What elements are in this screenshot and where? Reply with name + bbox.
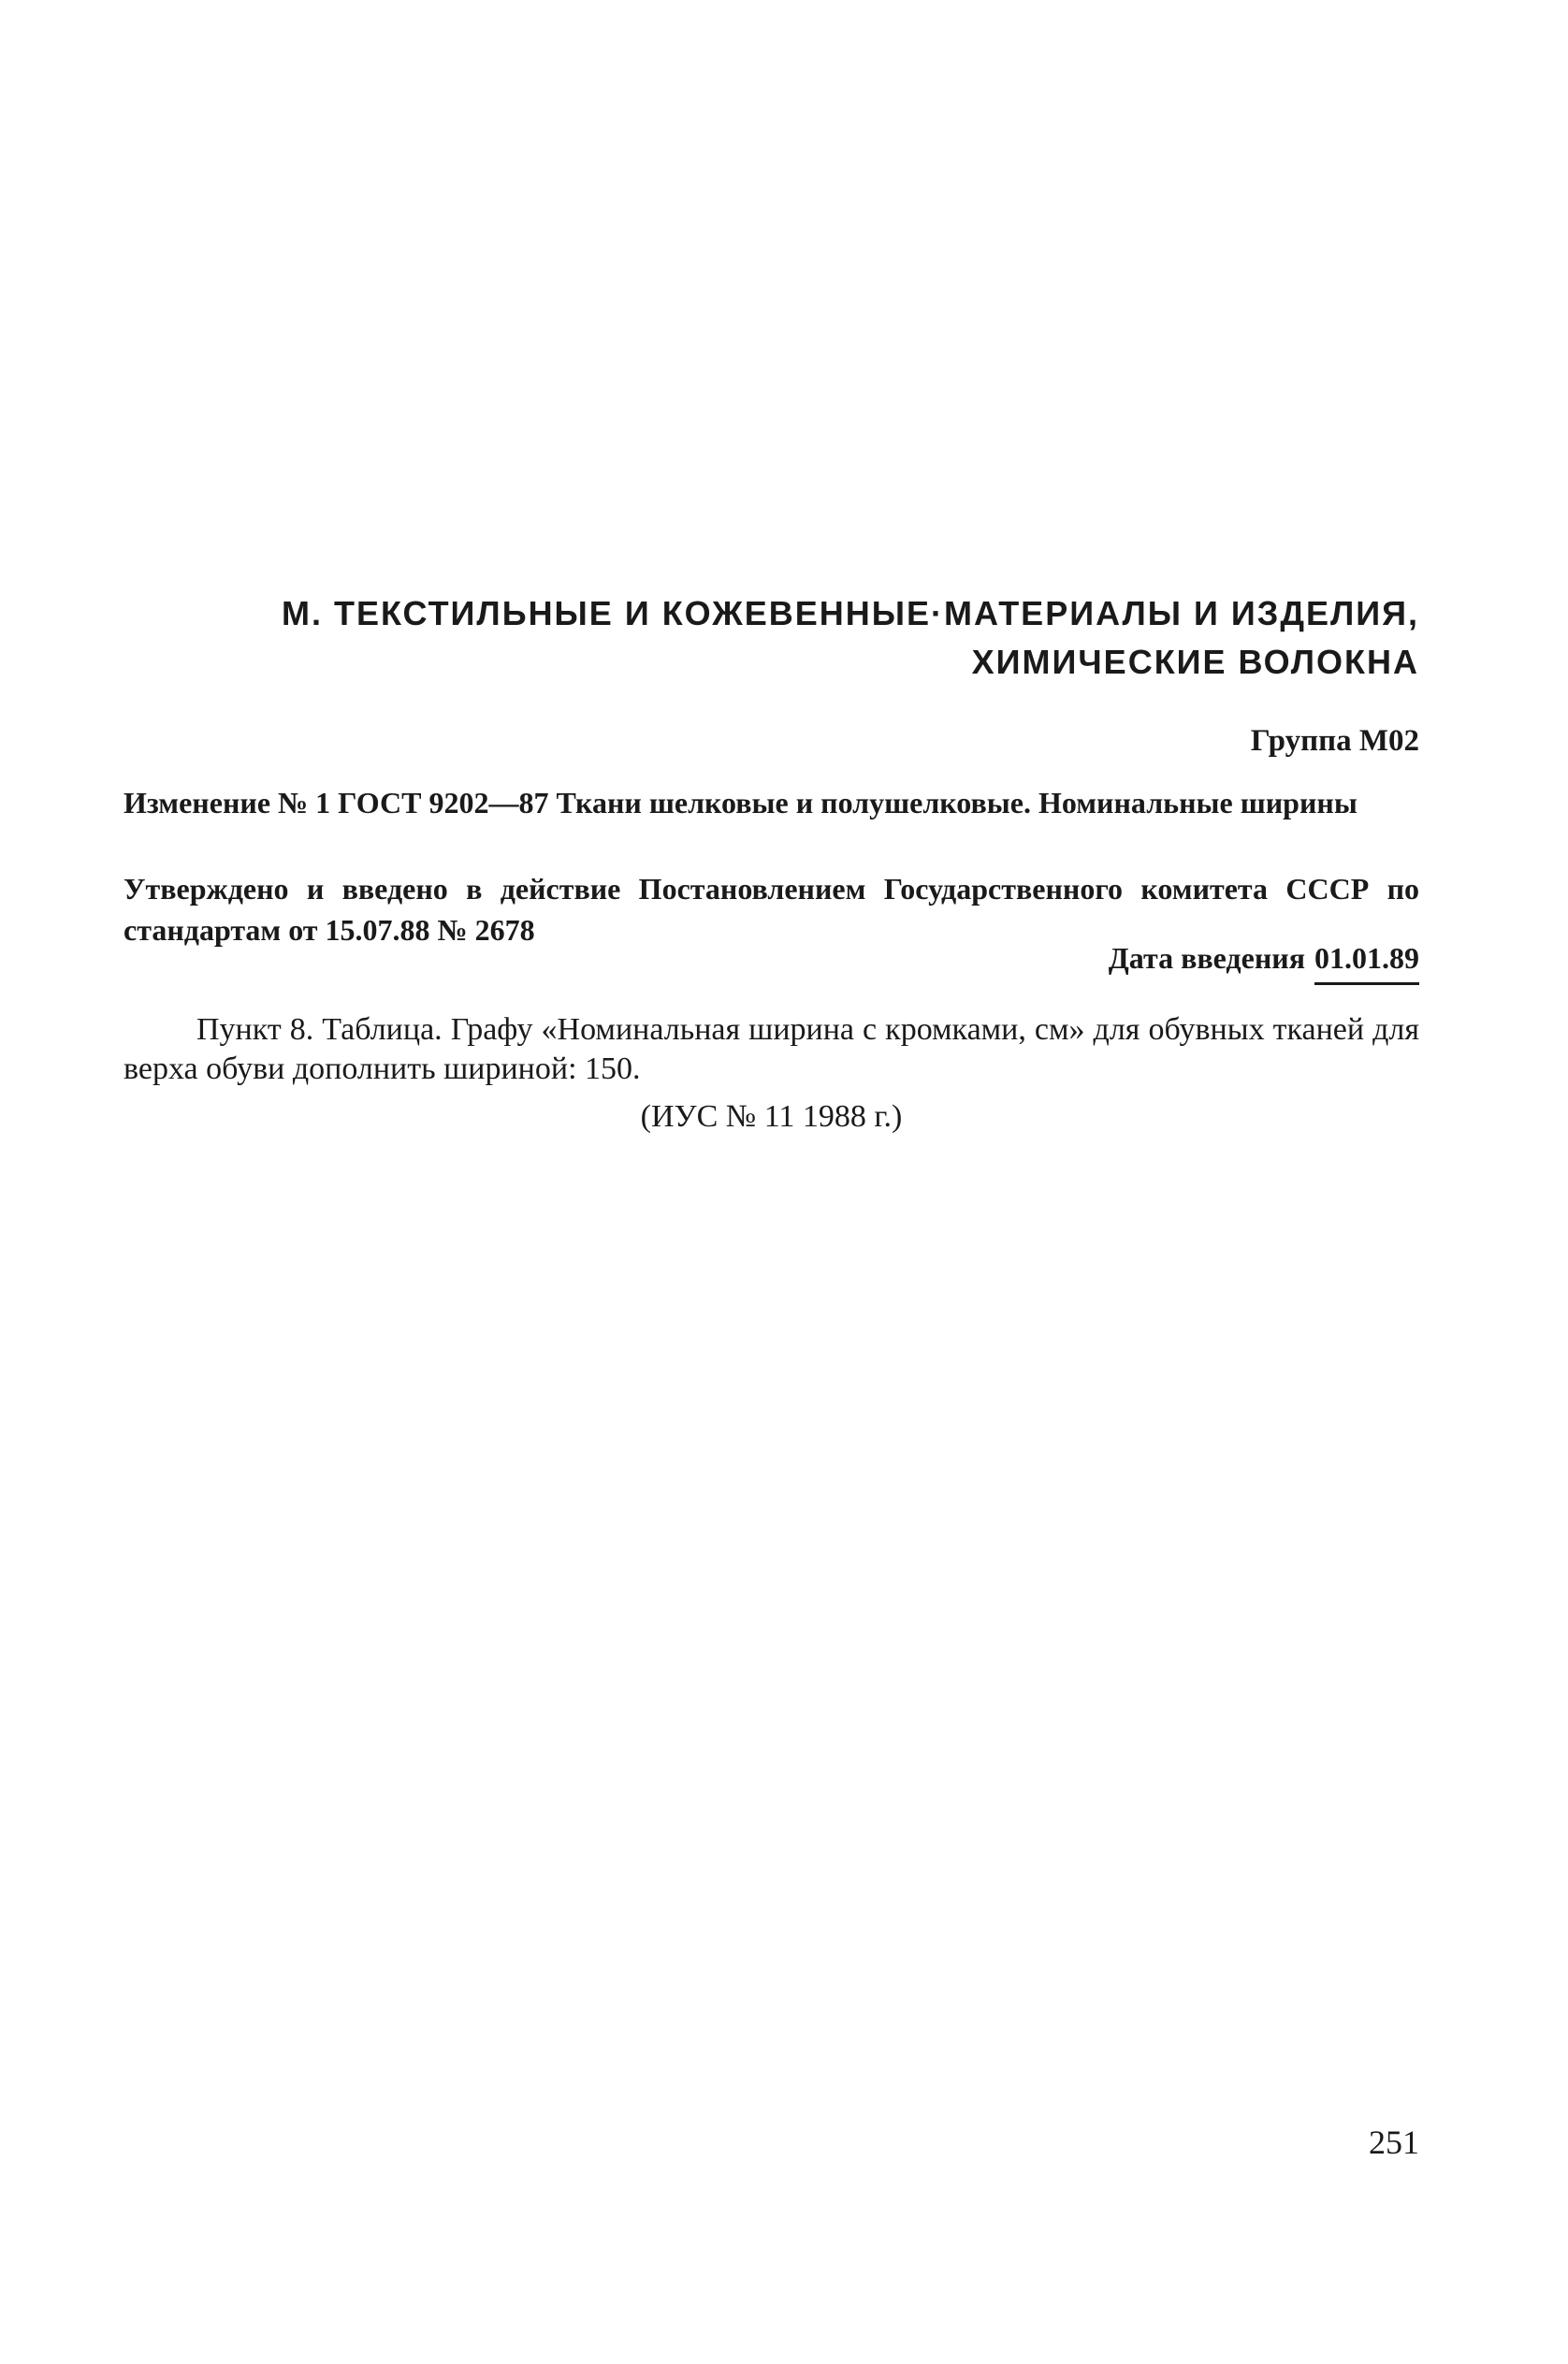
- amendment-title: Изменение № 1 ГОСТ 9202—87 Ткани шелковые и полушелковые. Номинальные ширины: [123, 786, 1357, 819]
- section-heading-line-1: М. ТЕКСТИЛЬНЫЕ И КОЖЕВЕННЫЕ·МАТЕРИАЛЫ И ИЗДЕЛИЯ,: [281, 594, 1419, 632]
- amendment-body-paragraph: Пункт 8. Таблица. Графу «Номинальная ширина с кромками, см» для обувных тканей для верха обуви дополнить шириной: 150.: [123, 1012, 1419, 1086]
- group-label: Группа М02: [1250, 724, 1419, 758]
- page-number: 251: [1369, 2124, 1419, 2161]
- source-reference: (ИУС № 11 1988 г.): [640, 1099, 903, 1134]
- introduction-date-label: Дата введения: [1108, 941, 1305, 975]
- introduction-date: [936, 937, 1419, 985]
- approval-text: Утверждено и введено в действие Постановлением Государственного комитета СССР по стандартам от 15.07.88 № 2678: [123, 872, 1419, 947]
- section-heading-line-2: ХИМИЧЕСКИЕ ВОЛОКНА: [971, 643, 1419, 681]
- introduction-date-value: 01.01.89: [1314, 937, 1419, 985]
